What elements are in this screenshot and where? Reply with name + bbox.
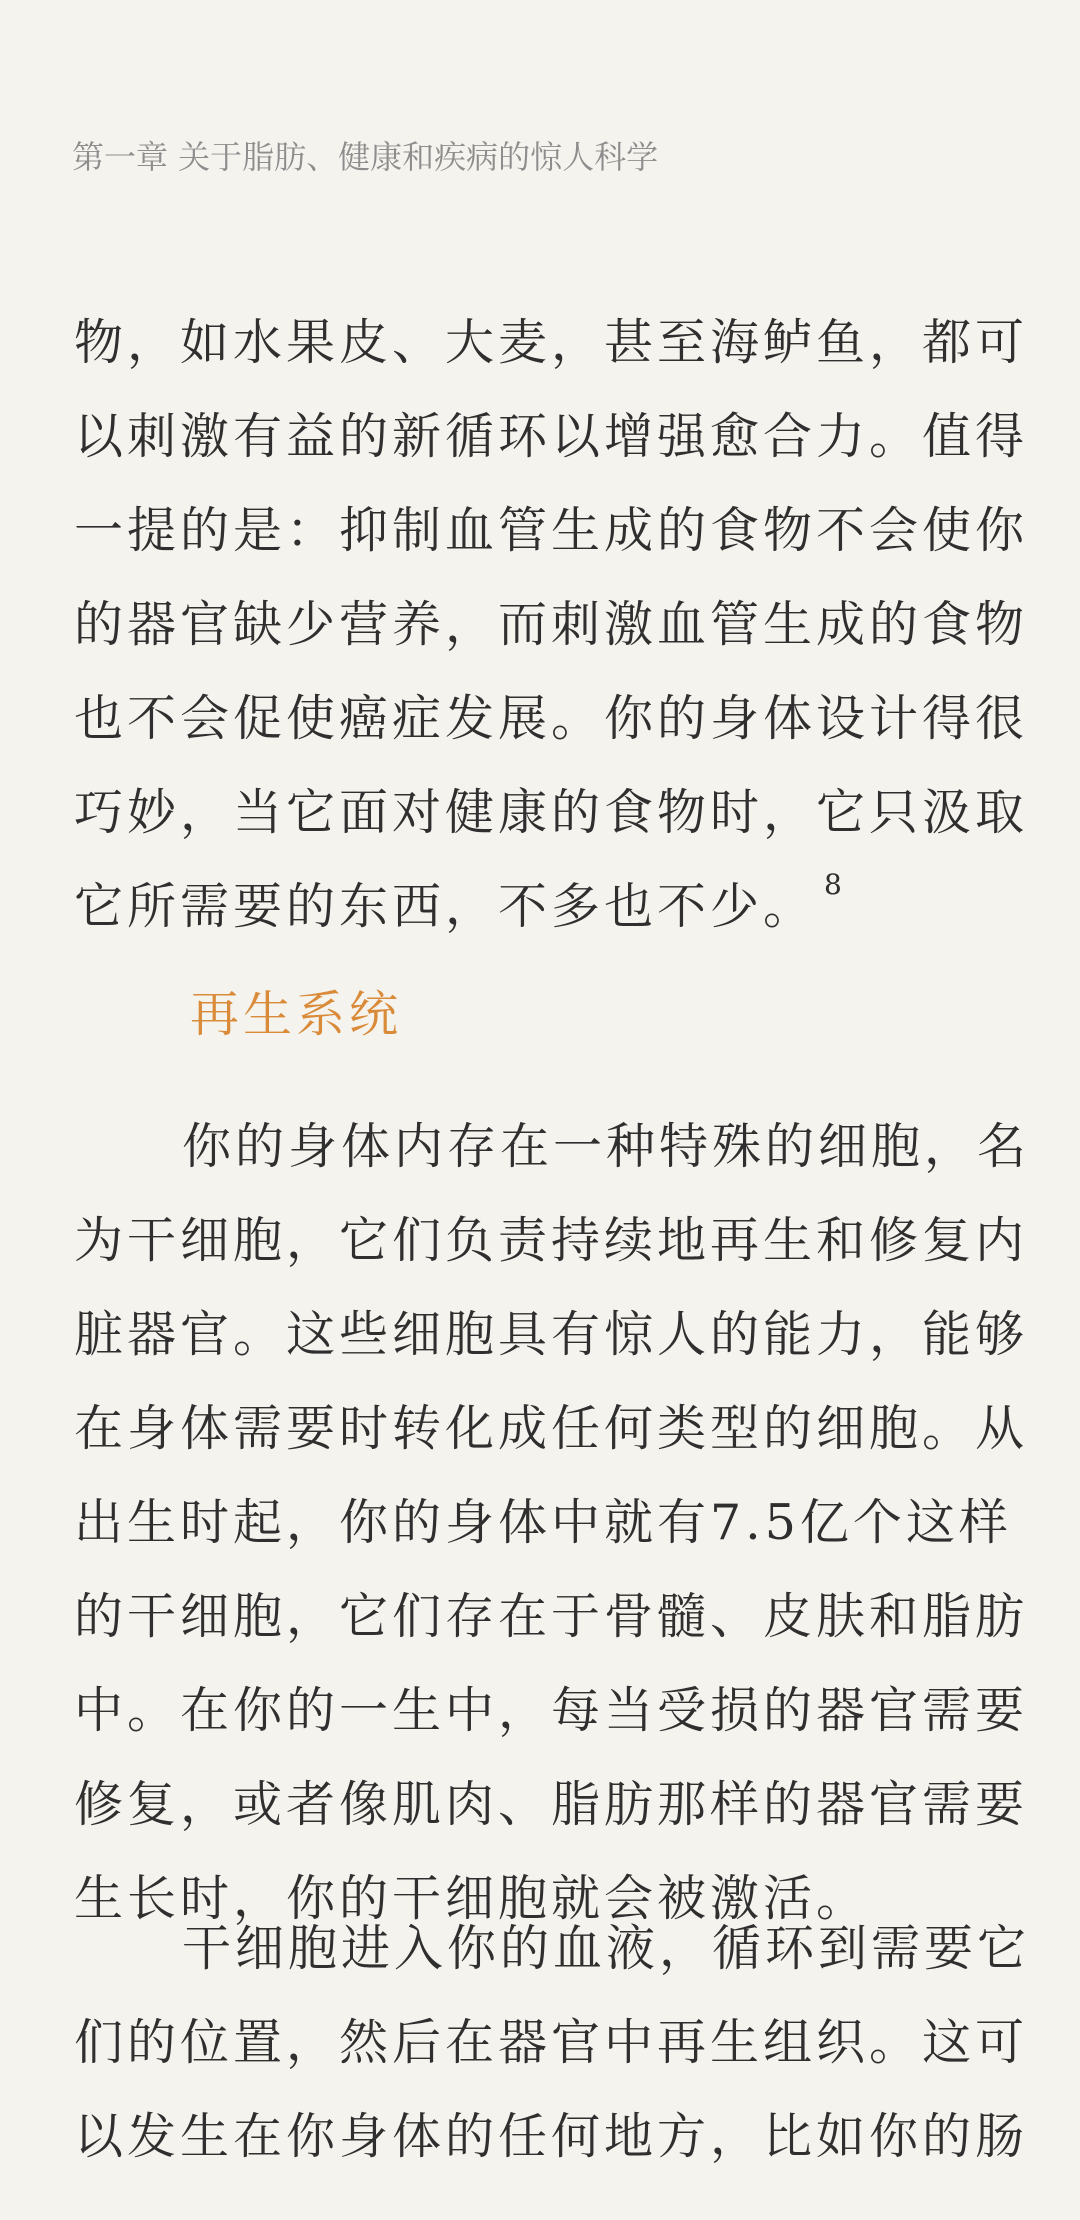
text-line-last	[74, 860, 1014, 954]
section-heading: 再生系统	[190, 986, 403, 1043]
text-line-content: 它所需要的东西，不多也不少。	[74, 878, 817, 935]
paragraph-2	[74, 1100, 1031, 1946]
paragraph-1	[74, 296, 1029, 954]
text-line: 们的位置，然后在器官中再生组织。这可	[74, 2014, 1029, 2071]
running-header: 第一章 关于脂肪、健康和疾病的惊人科学	[72, 138, 659, 176]
text-line: 物，如水果皮、大麦，甚至海鲈鱼，都可	[74, 314, 1029, 371]
text-line: 也不会促使癌症发展。你的身体设计得很	[74, 690, 1029, 747]
text-line: 的干细胞，它们存在于骨髓、皮肤和脂肪	[74, 1588, 1029, 1645]
text-line: 的器官缺少营养，而刺激血管生成的食物	[74, 596, 1029, 653]
text-line: 一提的是：抑制血管生成的食物不会使你	[74, 502, 1029, 559]
text-line: 修复，或者像肌肉、脂肪那样的器官需要	[74, 1776, 1029, 1833]
text-line: 生长时，你的干细胞就会被激活。	[74, 1870, 870, 1927]
text-line: 为干细胞，它们负责持续地再生和修复内	[74, 1212, 1029, 1269]
text-line: 出生时起，你的身体中就有7.5亿个这样	[74, 1494, 1012, 1551]
text-line: 干细胞进入你的血液，循环到需要它	[182, 1920, 1031, 1977]
text-line: 在身体需要时转化成任何类型的细胞。从	[74, 1400, 1029, 1457]
text-line: 巧妙，当它面对健康的食物时，它只汲取	[74, 784, 1029, 841]
paragraph-3	[74, 1902, 1031, 2184]
text-line: 以发生在你身体的任何地方，比如你的肠	[74, 2108, 1029, 2165]
text-line: 你的身体内存在一种特殊的细胞，名	[182, 1118, 1031, 1175]
footnote-marker[interactable]: 8	[824, 868, 842, 901]
text-line: 以刺激有益的新循环以增强愈合力。值得	[74, 408, 1029, 465]
text-line: 中。在你的一生中，每当受损的器官需要	[74, 1682, 1029, 1739]
text-line: 脏器官。这些细胞具有惊人的能力，能够	[74, 1306, 1029, 1363]
